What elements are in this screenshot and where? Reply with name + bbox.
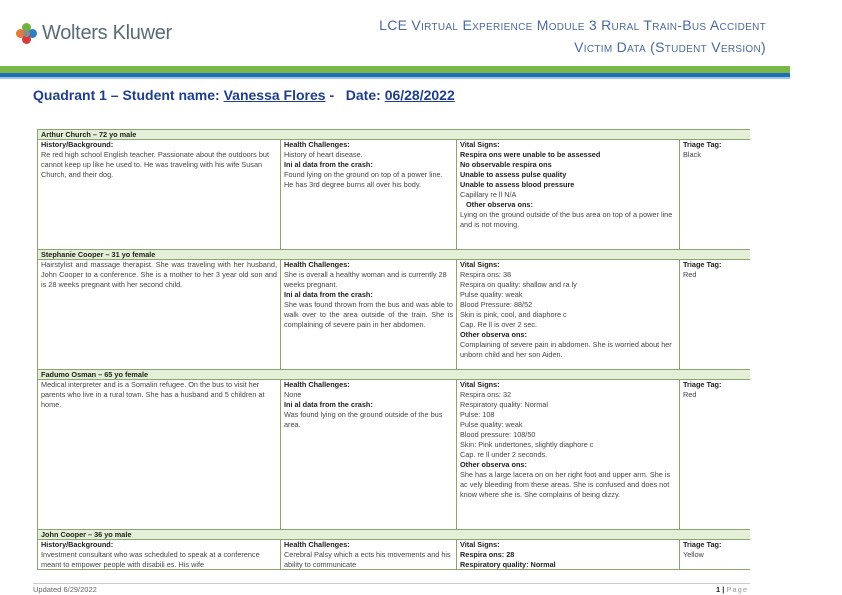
page-separator: |: [722, 585, 725, 594]
victim-header-row: [38, 130, 751, 140]
document-title-line-2: Victim Data (Student Version): [574, 39, 766, 55]
vital-line: Respira on quality: shallow and ra ly: [460, 280, 577, 289]
health-text: None: [284, 390, 302, 399]
triage-label: Triage Tag:: [683, 540, 722, 549]
vitals-label: Vital Signs:: [460, 380, 500, 389]
other-observations-text: Complaining of severe pain in abdomen. She is worried about her unborn child and her son Aiden.: [460, 340, 672, 359]
initial-data-label: Ini al data from the crash:: [284, 400, 373, 409]
victim-row: [38, 540, 751, 571]
other-observations-label: Other observa ons:: [460, 460, 527, 469]
history-text: Hairstylist and massage therapist. She was traveling with her husband, John Cooper to a conference. She is a mother to her 3 year old son and is 28 weeks pregnant with her second child.: [41, 260, 277, 289]
date-value: 06/28/2022: [384, 87, 455, 103]
triage-value: Red: [683, 270, 697, 279]
vital-line: Cap. Re ll is over 2 sec.: [460, 320, 538, 329]
vital-line: Respira ons: 38: [460, 270, 512, 279]
health-cell: [281, 260, 457, 370]
history-text: Medical interpreter and is a Somalin refugee. On the bus to visit her parents who live in a rural town. She has a husband and 5 children at home.: [41, 380, 265, 409]
other-observations-label: Other observa ons:: [460, 330, 527, 339]
other-observations-label: Other observa ons:: [466, 200, 533, 209]
victim-name: John Cooper – 36 yo male: [38, 530, 751, 540]
victim-header-row: [38, 530, 751, 540]
vitals-cell: [457, 540, 680, 571]
vital-line: Respira ons: 28: [460, 550, 515, 559]
wolters-kluwer-logo-icon: [16, 23, 38, 45]
triage-label: Triage Tag:: [683, 380, 722, 389]
vital-line: Cap. re ll under 2 seconds.: [460, 450, 548, 459]
triage-cell: [680, 540, 751, 571]
vital-line: Respira ons were unable to be assessed: [460, 150, 601, 159]
health-text: She is overall a healthy woman and is currently 28 weeks pregnant.: [284, 270, 447, 289]
vitals-cell: [457, 260, 680, 370]
health-cell: [281, 380, 457, 530]
health-text: History of heart disease.: [284, 150, 363, 159]
victim-header-row: [38, 370, 751, 380]
victim-row: [38, 140, 751, 250]
vital-line: Blood pressure: 108/50: [460, 430, 536, 439]
initial-data-label: Ini al data from the crash:: [284, 160, 373, 169]
vitals-label: Vital Signs:: [460, 140, 500, 149]
history-label: History/Background:: [41, 140, 114, 149]
footer-page: [716, 585, 748, 594]
other-observations-text: She has a large lacera on on her right foot and upper arm. She is ac vely bleeding from these areas. She is confused and does not know where she is. She complains of being dizzy.: [460, 470, 671, 499]
triage-label: Triage Tag:: [683, 140, 722, 149]
health-label: Health Challenges:: [284, 140, 350, 149]
history-cell: [38, 380, 281, 530]
initial-data-label: Ini al data from the crash:: [284, 290, 373, 299]
vitals-cell: [457, 380, 680, 530]
victim-table: [37, 129, 750, 570]
health-label: Health Challenges:: [284, 380, 350, 389]
initial-data-text: She was found thrown from the bus and was able to walk over to the area outside of the train. She is complaining of severe pain in her abdomen.: [284, 300, 453, 329]
vital-line: Pulse quality: weak: [460, 420, 523, 429]
page-word: Page: [726, 585, 748, 594]
triage-label: Triage Tag:: [683, 260, 722, 269]
vitals-label: Vital Signs:: [460, 540, 500, 549]
triage-value: Red: [683, 390, 697, 399]
vital-line: No observable respira ons: [460, 160, 552, 169]
footer-rule: [33, 583, 750, 584]
victim-row: [38, 380, 751, 530]
vital-line: Pulse: 108: [460, 410, 495, 419]
history-cell: [38, 260, 281, 370]
quadrant-separator: -: [329, 87, 335, 103]
vital-line: Blood Pressure: 88/52: [460, 300, 533, 309]
triage-cell: [680, 260, 751, 370]
date-label: Date:: [345, 87, 381, 103]
victim-header-row: [38, 250, 751, 260]
quadrant-prefix: Quadrant 1 – Student name:: [33, 87, 220, 103]
header-band-green: [0, 66, 790, 73]
victim-name: Fadumo Osman – 65 yo female: [38, 370, 751, 380]
vitals-label: Vital Signs:: [460, 260, 500, 269]
document-title: [379, 14, 766, 58]
vital-line: Unable to assess pulse quality: [460, 170, 567, 179]
vital-line: Respiratory quality: Normal: [460, 560, 556, 569]
victim-name: Stephanie Cooper – 31 yo female: [38, 250, 751, 260]
history-cell: [38, 540, 281, 571]
initial-data-text: Was found lying on the ground outside of the bus area.: [284, 410, 443, 429]
vital-line: Capillary re ll N/A: [460, 190, 517, 199]
wolters-kluwer-logo: [16, 22, 172, 45]
vital-line: Pulse quality: weak: [460, 290, 523, 299]
history-cell: [38, 140, 281, 250]
vital-line: Respiratory quality: Normal: [460, 400, 548, 409]
quadrant-heading: [33, 87, 455, 103]
victim-row: [38, 260, 751, 370]
footer-updated: Updated 6/29/2022: [33, 585, 97, 594]
history-label: History/Background:: [41, 540, 114, 549]
health-cell: [281, 140, 457, 250]
triage-value: Black: [683, 150, 701, 159]
vital-line: Skin: Pink undertones, slightly diaphore c: [460, 440, 594, 449]
vital-line: Unable to assess blood pressure: [460, 180, 575, 189]
victim-name: Arthur Church – 72 yo male: [38, 130, 751, 140]
history-text: Investment consultant who was scheduled to speak at a conference meant to empower people with disabili es. His wife: [41, 550, 260, 569]
health-cell: [281, 540, 457, 571]
logo-text: Wolters Kluwer: [42, 22, 172, 44]
triage-cell: [680, 140, 751, 250]
history-text: Re red high school English teacher. Passionate about the outdoors but cannot keep up like he used to. He was traveling with his wife Susan Church, and their dog.: [41, 150, 269, 179]
victim-data-sheet: [37, 129, 750, 570]
document-title-line-1: LCE Virtual Experience Module 3 Rural Train-Bus Accident: [379, 17, 766, 33]
vital-line: Skin is pink, cool, and diaphore c: [460, 310, 567, 319]
other-observations-text: Lying on the ground outside of the bus area on top of a power line and is not moving.: [460, 210, 673, 229]
vitals-cell: [457, 140, 680, 250]
vital-line: Respira ons: 32: [460, 390, 512, 399]
student-name: Vanessa Flores: [223, 87, 326, 103]
health-label: Health Challenges:: [284, 260, 350, 269]
health-text: Cerebral Palsy which a ects his movements and his ability to communicate: [284, 550, 451, 569]
triage-cell: [680, 380, 751, 530]
page-number: 1: [716, 585, 721, 594]
initial-data-text: Found lying on the ground on top of a power line. He has 3rd degree burns all over his body.: [284, 170, 443, 189]
header-band-light-blue: [0, 77, 790, 79]
health-label: Health Challenges:: [284, 540, 350, 549]
triage-value: Yellow: [683, 550, 704, 559]
